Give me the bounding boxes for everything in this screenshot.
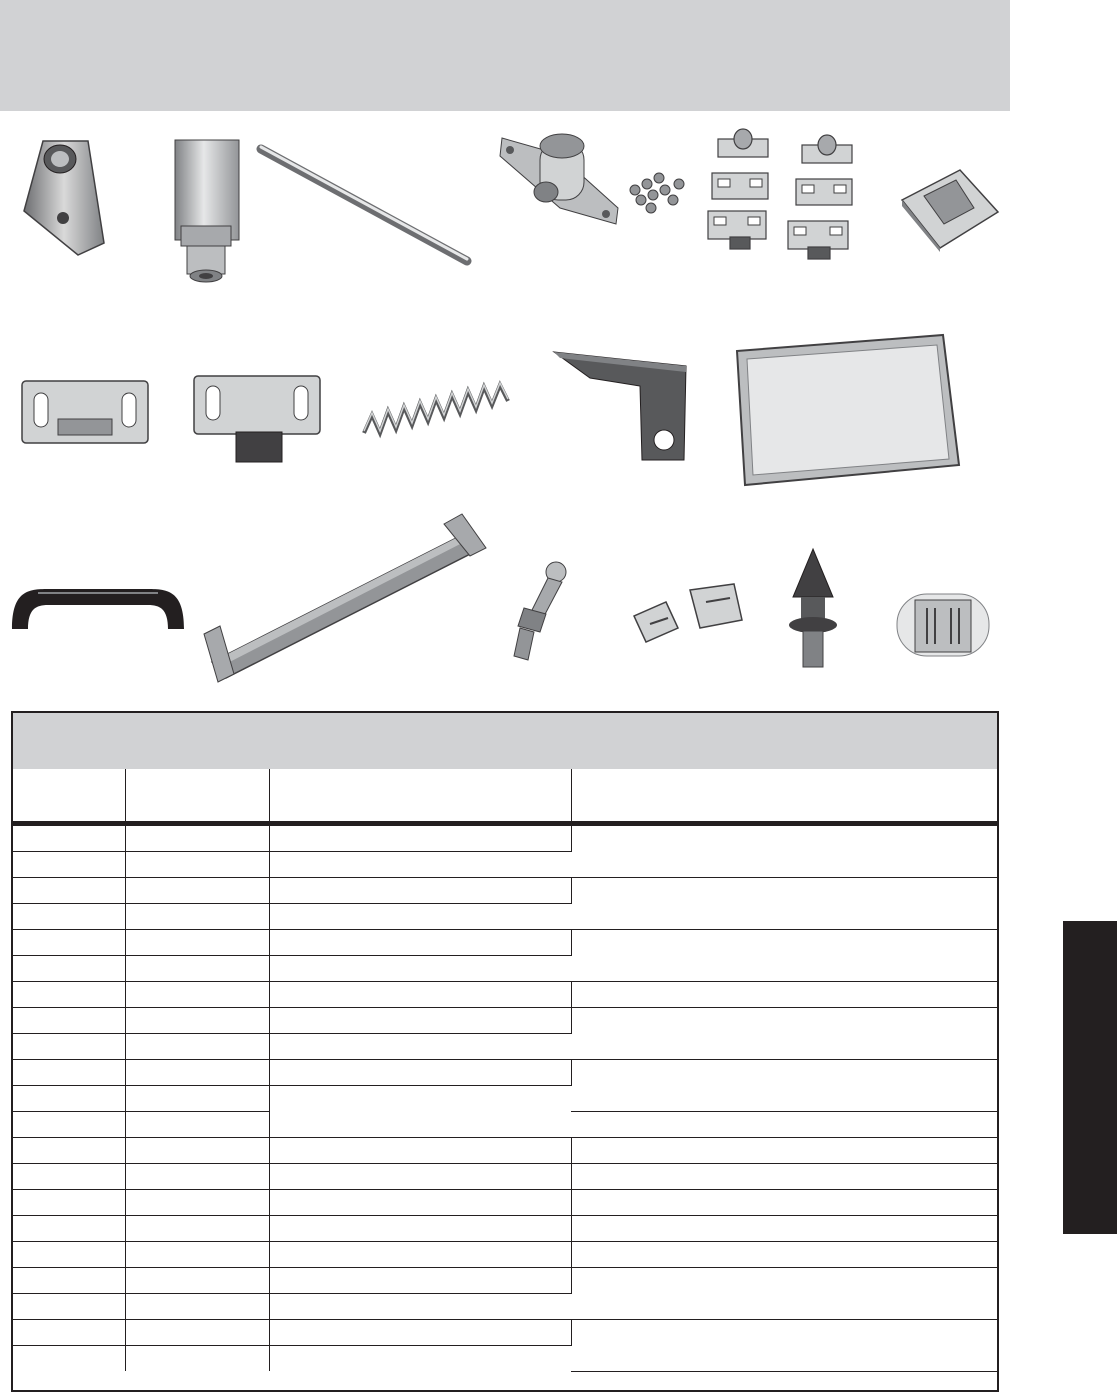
table-row	[13, 1138, 997, 1164]
table-cell	[13, 1320, 125, 1346]
table-cell	[269, 852, 571, 878]
square-hinge-body-photo	[165, 138, 245, 288]
table-cell	[13, 982, 125, 1008]
column-header	[571, 769, 997, 824]
roller-catch-photo	[893, 590, 993, 660]
table-cell	[125, 930, 269, 956]
table-cell	[125, 1086, 269, 1112]
table-cell	[125, 1060, 269, 1086]
table-cell	[125, 1242, 269, 1268]
column-header	[13, 769, 125, 824]
parts-table-frame	[11, 711, 999, 1392]
table-cell	[13, 1164, 125, 1190]
table-cell	[269, 1034, 571, 1060]
table-cell	[571, 1190, 997, 1216]
table-cell	[571, 1320, 997, 1372]
table-cell	[13, 1086, 125, 1112]
spring-clips-photo	[630, 580, 750, 645]
table-cell	[269, 1164, 571, 1190]
table-cell	[13, 1294, 125, 1320]
latch-plate-photo	[18, 375, 153, 450]
table-cell	[571, 1268, 997, 1320]
cone-stud-photo	[783, 545, 843, 675]
column-header	[125, 769, 269, 824]
table-cell	[571, 1138, 997, 1164]
table-cell	[269, 930, 571, 956]
table-row	[13, 1242, 997, 1268]
table-cell	[571, 1242, 997, 1268]
pull-handle-photo	[8, 585, 188, 635]
table-cell	[13, 1242, 125, 1268]
wedge-block-photo	[900, 160, 1000, 255]
long-bracket-photo	[200, 512, 500, 694]
table-row	[13, 1190, 997, 1216]
table-cell	[125, 956, 269, 982]
section-side-tab	[1063, 921, 1117, 1234]
table-cell	[13, 1138, 125, 1164]
table-cell	[125, 982, 269, 1008]
table-cell	[125, 904, 269, 930]
latch-plate-tab-photo	[190, 372, 325, 467]
screw-set-photo	[625, 170, 690, 215]
ball-stud-photo	[508, 560, 568, 665]
table-cell	[125, 1034, 269, 1060]
parts-table	[13, 769, 997, 1372]
table-cell	[269, 1086, 571, 1138]
table-cell	[13, 1008, 125, 1034]
table-row	[13, 1216, 997, 1242]
table-cell	[125, 1008, 269, 1034]
table-cell	[269, 956, 571, 982]
table-cell	[571, 1164, 997, 1190]
table-title-band	[13, 713, 997, 769]
strike-plate-set-photo	[700, 125, 870, 265]
table-cell	[13, 878, 125, 904]
table-cell	[125, 1346, 269, 1372]
table-cell	[269, 1320, 571, 1346]
table-cell	[269, 1346, 571, 1372]
table-cell	[13, 956, 125, 982]
table-cell	[571, 878, 997, 930]
table-cell	[269, 1242, 571, 1268]
table-cell	[269, 1060, 571, 1086]
table-row	[13, 1008, 997, 1034]
table-row	[13, 824, 997, 852]
table-cell	[125, 1216, 269, 1242]
flanged-bushing-photo	[498, 128, 623, 238]
table-cell	[125, 878, 269, 904]
table-cell	[269, 1268, 571, 1294]
table-cell	[125, 1320, 269, 1346]
table-cell	[571, 1008, 997, 1060]
table-row	[13, 878, 997, 904]
table-header-row	[13, 769, 997, 824]
table-cell	[269, 904, 571, 930]
table-cell	[269, 1138, 571, 1164]
hinge-rod-photo	[255, 143, 475, 268]
table-cell	[13, 824, 125, 852]
table-cell	[125, 1164, 269, 1190]
table-cell	[269, 1216, 571, 1242]
table-cell	[13, 852, 125, 878]
table-row	[13, 1268, 997, 1294]
table-cell	[13, 1268, 125, 1294]
table-cell	[125, 824, 269, 852]
table-cell	[269, 824, 571, 852]
table-row	[13, 1164, 997, 1190]
table-cell	[125, 1190, 269, 1216]
table-cell	[13, 1190, 125, 1216]
table-cell	[269, 982, 571, 1008]
table-cell	[125, 1112, 269, 1138]
table-row	[13, 930, 997, 956]
table-cell	[571, 1112, 997, 1138]
table-cell	[571, 982, 997, 1008]
table-cell	[571, 824, 997, 878]
table-cell	[13, 1112, 125, 1138]
table-cell	[269, 1008, 571, 1034]
table-cell	[13, 904, 125, 930]
table-cell	[13, 1034, 125, 1060]
framed-panel-photo	[733, 333, 963, 488]
table-row	[13, 1060, 997, 1086]
table-cell	[125, 1294, 269, 1320]
table-cell	[269, 1294, 571, 1320]
angle-bracket-photo	[552, 348, 692, 468]
table-cell	[13, 1060, 125, 1086]
table-row	[13, 1320, 997, 1346]
table-cell	[13, 1346, 125, 1372]
table-cell	[125, 852, 269, 878]
column-header	[269, 769, 571, 824]
table-cell	[125, 1268, 269, 1294]
table-cell	[269, 878, 571, 904]
table-cell	[571, 930, 997, 982]
compression-spring-photo	[358, 375, 518, 445]
catalog-header-band	[0, 0, 1010, 111]
table-cell	[571, 1216, 997, 1242]
table-cell	[571, 1060, 997, 1112]
table-row	[13, 982, 997, 1008]
table-cell	[125, 1138, 269, 1164]
table-cell	[13, 1216, 125, 1242]
hinge-block-photo	[18, 133, 108, 273]
table-cell	[13, 930, 125, 956]
table-cell	[269, 1190, 571, 1216]
